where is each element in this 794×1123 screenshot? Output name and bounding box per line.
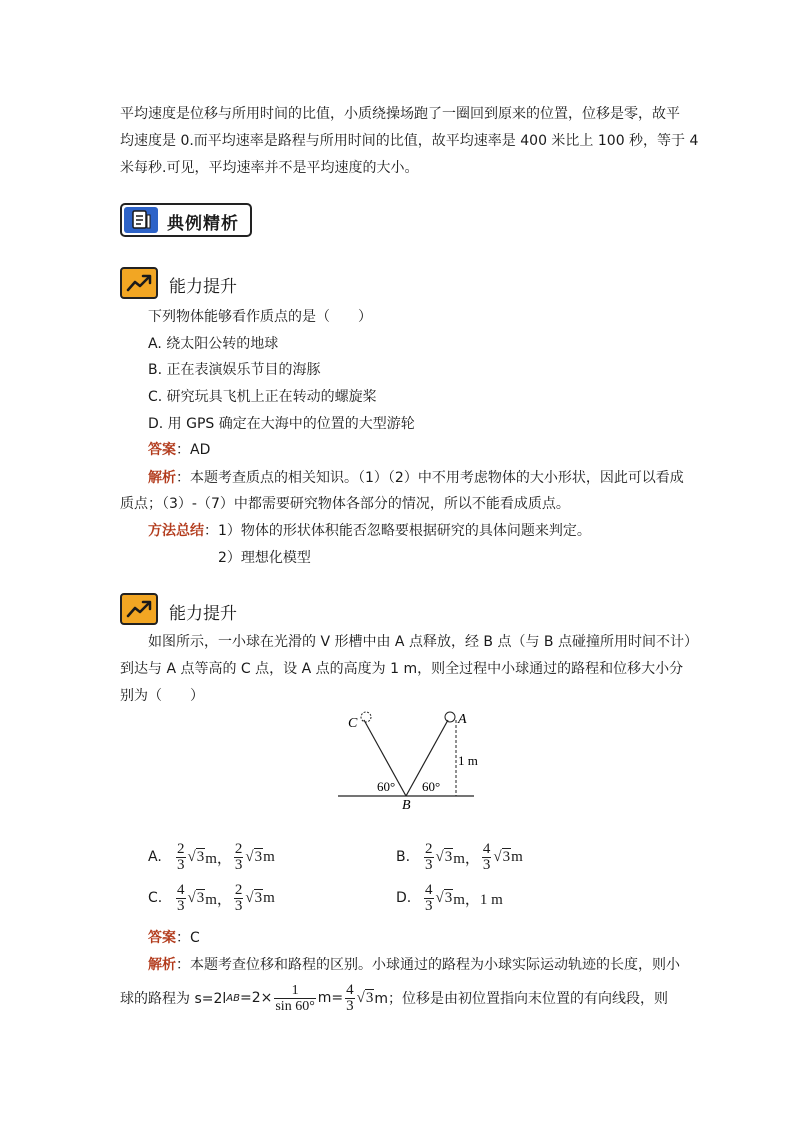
intro-line-1: 平均速度是位移与所用时间的比值，小质绕操场跑了一圈回到原来的位置，位移是零，故平 <box>120 106 680 122</box>
analysis-label: 解析 <box>148 957 176 973</box>
q1-stem: 下列物体能够看作质点的是（ ） <box>148 309 372 325</box>
ball-at-a-icon <box>445 712 455 722</box>
analysis-text: ：本题考查质点的相关知识。（1）（2）中不用考虑物体的大小形状，因此可以看成 <box>176 470 684 486</box>
answer-label: 答案 <box>148 930 176 946</box>
label-b: B <box>402 798 411 813</box>
q1-analysis-line-1 <box>148 465 684 491</box>
document-icon <box>124 207 158 233</box>
q2-analysis-line-1 <box>148 952 680 978</box>
section-title: 典例精析 <box>167 214 239 234</box>
ball-at-c-icon <box>361 712 371 722</box>
angle-right-label: 60° <box>422 779 441 794</box>
height-label: 1 m <box>458 753 478 768</box>
answer-value: ：AD <box>176 442 211 458</box>
q2-option-d: D. $\frac{4}{3}$ √3 m，1 m <box>396 881 503 914</box>
trend-up-icon <box>120 267 158 299</box>
trend-up-icon <box>120 593 158 625</box>
analysis-text: ：本题考查位移和路程的区别。小球通过的路程为小球实际运动轨迹的长度，则小 <box>176 957 680 973</box>
label-c: C <box>348 716 358 731</box>
q2-option-b: B. $\frac{2}{3}$ √3 m， $\frac{4}{3}$ √3 m <box>396 840 523 873</box>
answer-value: ：C <box>176 930 200 946</box>
q1-method-line-2: 2）理想化模型 <box>218 550 311 566</box>
v-groove-diagram <box>330 706 490 814</box>
answer-label: 答案 <box>148 442 176 458</box>
analysis-label: 解析 <box>148 470 176 486</box>
section-header <box>120 203 252 237</box>
q1-answer <box>148 437 210 463</box>
method-text: ：1）物体的形状体积能否忽略要根据研究的具体问题来判定。 <box>204 523 591 539</box>
q2-option-a: A. $\frac{2}{3}$ √3 m， $\frac{2}{3}$ √3 m <box>148 840 275 873</box>
q1-analysis-line-2: 质点；（3）-（7）中都需要研究物体各部分的情况，所以不能看成质点。 <box>120 496 570 512</box>
q1-option-a: A. 绕太阳公转的地球 <box>148 336 279 352</box>
q1-heading: 能力提升 <box>169 277 237 297</box>
q2-analysis-line-2: 球的路程为 s=2l AB =2× $\frac{1}{\sin 60^\circ}$ m= $\frac{4}{3}$ √3 m；位移是由初位置指向末位置的有向线段，则 <box>120 981 669 1014</box>
intro-line-2: 均速度是 0.而平均速率是路程与所用时间的比值，故平均速率是 400 米比上 100 秒，等于 4 <box>120 133 699 149</box>
angle-left-label: 60° <box>377 779 396 794</box>
q2-option-c: C. $\frac{4}{3}$ √3 m， $\frac{2}{3}$ √3 m <box>148 881 275 914</box>
intro-line-3: 米每秒.可见，平均速率并不是平均速度的大小。 <box>120 160 419 176</box>
q1-option-b: B. 正在表演娱乐节目的海豚 <box>148 362 321 378</box>
q2-stem-line-2: 到达与 A 点等高的 C 点，设 A 点的高度为 1 m，则全过程中小球通过的路程和位移大小分 <box>120 661 684 677</box>
q2-answer <box>148 925 200 951</box>
label-a: A <box>458 712 467 727</box>
q1-method-line-1 <box>148 518 591 544</box>
q2-stem-line-1: 如图所示，一小球在光滑的 V 形槽中由 A 点释放，经 B 点（与 B 点碰撞所用时间不计） <box>148 634 698 650</box>
method-label: 方法总结 <box>148 523 204 539</box>
q1-option-d: D. 用 GPS 确定在大海中的位置的大型游轮 <box>148 416 415 432</box>
q2-stem-line-3: 别为（ ） <box>120 688 204 704</box>
q1-option-c: C. 研究玩具飞机上正在转动的螺旋桨 <box>148 389 377 405</box>
q2-heading: 能力提升 <box>169 604 237 624</box>
